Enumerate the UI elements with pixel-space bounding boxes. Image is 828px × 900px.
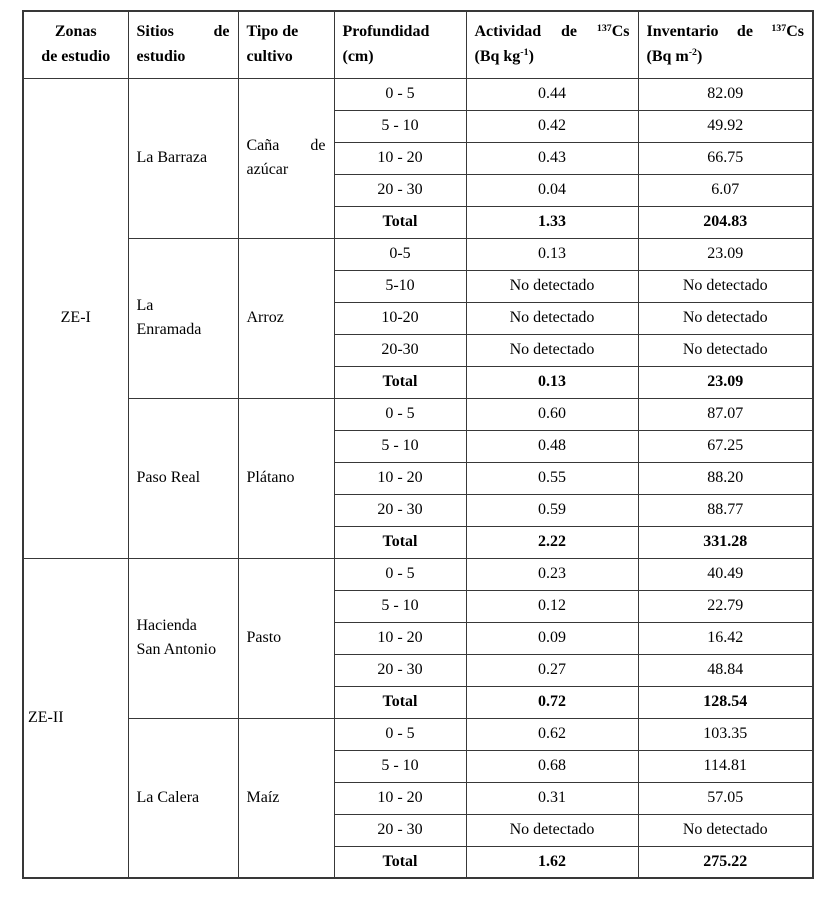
unit-exponent: -2 [688,47,697,59]
total-activity-cell: 1.62 [466,846,638,878]
inventory-cell: 23.09 [638,238,813,270]
isotope-symbol: Cs [611,22,630,40]
header-line: de estudio [41,47,111,65]
site-cell-la-calera [128,718,238,878]
depth-cell: 5 - 10 [334,590,466,622]
depth-cell: 0-5 [334,238,466,270]
header-tipo-de-cultivo [238,11,334,78]
activity-cell: 0.43 [466,142,638,174]
activity-cell: 0.68 [466,750,638,782]
depth-cell: 0 - 5 [334,718,466,750]
inventory-cell: 6.07 [638,174,813,206]
depth-cell: 20 - 30 [334,494,466,526]
depth-cell: 0 - 5 [334,558,466,590]
header-line: Profundidad [342,22,430,40]
crop-name-line: Maíz [246,788,280,806]
header-profundidad [334,11,466,78]
total-inventory-cell: 23.09 [638,366,813,398]
activity-cell: No detectado [466,814,638,846]
activity-cell: 0.44 [466,78,638,110]
depth-cell: 0 - 5 [334,398,466,430]
inventory-cell: 57.05 [638,782,813,814]
depth-cell: 5 - 10 [334,430,466,462]
crop-word: de [310,137,326,154]
depth-cell: 5 - 10 [334,110,466,142]
crop-name-line: Arroz [246,309,284,326]
depth-cell: 20 - 30 [334,814,466,846]
total-inventory-cell: 275.22 [638,846,813,878]
inventory-cell: 82.09 [638,78,813,110]
table-row [23,718,813,750]
crop-cell-pasto [238,558,334,718]
activity-cell: 0.48 [466,430,638,462]
inventory-cell: 87.07 [638,398,813,430]
total-label-cell: Total [334,366,466,398]
inventory-cell: 88.77 [638,494,813,526]
crop-cell-arroz [238,238,334,398]
header-line: (cm) [342,47,374,65]
inventory-cell: 66.75 [638,142,813,174]
inventory-cell: 88.20 [638,462,813,494]
site-cell-hacienda-san-antonio [128,558,238,718]
header-line [475,20,630,45]
activity-cell: 0.04 [466,174,638,206]
total-activity-cell: 0.13 [466,366,638,398]
unit-exponent: -1 [520,47,529,59]
header-line [137,20,230,45]
table-row [23,398,813,430]
inventory-cell: No detectado [638,302,813,334]
crop-cell-cana-de-azucar [238,78,334,238]
total-inventory-cell: 204.83 [638,206,813,238]
depth-cell: 20 - 30 [334,174,466,206]
cs137-results-table [22,10,814,879]
zone-cell-ze-ii: ZE-II [23,558,128,878]
inventory-cell: 40.49 [638,558,813,590]
depth-cell: 10 - 20 [334,142,466,174]
header-zonas-de-estudio [23,11,128,78]
site-name: Paso Real [136,469,201,486]
site-name-line: La [136,297,154,314]
header-word: de [561,22,578,40]
site-name: La Barraza [136,149,208,166]
total-activity-cell: 1.33 [466,206,638,238]
isotope-cs137 [771,20,804,45]
site-name-line: Hacienda [136,617,197,634]
zone-cell-ze-i: ZE-I [23,78,128,558]
crop-name-line: Plátano [246,469,295,486]
activity-cell: 0.31 [466,782,638,814]
table-row [23,558,813,590]
inventory-cell: 22.79 [638,590,813,622]
total-activity-cell: 0.72 [466,686,638,718]
unit-text: (Bq kg [474,47,521,65]
crop-name-line: azúcar [246,161,289,178]
depth-cell: 10 - 20 [334,782,466,814]
crop-cell-platano [238,398,334,558]
total-label-cell: Total [334,526,466,558]
total-inventory-cell: 128.54 [638,686,813,718]
inventory-cell: 48.84 [638,654,813,686]
site-cell-la-enramada [128,238,238,398]
header-line: estudio [136,47,186,65]
total-activity-cell: 2.22 [466,526,638,558]
activity-cell: 0.12 [466,590,638,622]
header-line: Tipo de [246,22,299,40]
crop-word: Caña [246,137,280,154]
site-cell-la-barraza [128,78,238,238]
total-inventory-cell: 331.28 [638,526,813,558]
activity-cell: 0.09 [466,622,638,654]
header-line: cultivo [246,47,293,65]
activity-cell: No detectado [466,334,638,366]
isotope-mass-number: 137 [596,22,612,34]
site-cell-paso-real [128,398,238,558]
header-word: de [736,22,753,40]
header-line: Zonas [54,22,97,40]
activity-cell: 0.27 [466,654,638,686]
activity-cell: No detectado [466,302,638,334]
site-name-line: Enramada [136,321,202,338]
header-word: Sitios [136,22,174,40]
depth-cell: 20-30 [334,334,466,366]
inventory-cell: 67.25 [638,430,813,462]
header-line [647,20,805,45]
header-actividad-cs137 [466,11,638,78]
header-word: de [213,22,230,40]
unit-text: ) [697,47,703,65]
activity-cell: 0.13 [466,238,638,270]
unit-text: ) [528,47,534,65]
header-word: Actividad [474,22,542,40]
header-unit [647,45,805,70]
inventory-cell: 114.81 [638,750,813,782]
depth-cell: 0 - 5 [334,78,466,110]
activity-cell: 0.42 [466,110,638,142]
inventory-cell: 49.92 [638,110,813,142]
inventory-cell: 16.42 [638,622,813,654]
table-row [23,238,813,270]
crop-name-line [247,134,326,158]
header-inventario-cs137 [638,11,813,78]
total-label-cell: Total [334,846,466,878]
activity-cell: 0.55 [466,462,638,494]
depth-cell: 5-10 [334,270,466,302]
depth-cell: 20 - 30 [334,654,466,686]
depth-cell: 10 - 20 [334,462,466,494]
site-name-line: San Antonio [136,641,217,658]
activity-cell: 0.23 [466,558,638,590]
cs137-results-table-wrap [22,10,814,879]
unit-text: (Bq m [646,47,689,65]
activity-cell: 0.60 [466,398,638,430]
header-unit [475,45,630,70]
isotope-symbol: Cs [786,22,804,40]
activity-cell: No detectado [466,270,638,302]
table-row [23,78,813,110]
inventory-cell: No detectado [638,270,813,302]
header-word: Inventario [646,22,719,40]
depth-cell: 10-20 [334,302,466,334]
site-name: La Calera [136,788,200,806]
header-sitios-de-estudio [128,11,238,78]
activity-cell: 0.62 [466,718,638,750]
isotope-cs137 [597,20,630,45]
isotope-mass-number: 137 [771,22,787,34]
total-label-cell: Total [334,686,466,718]
activity-cell: 0.59 [466,494,638,526]
total-label-cell: Total [334,206,466,238]
header-row [23,11,813,78]
crop-cell-maiz [238,718,334,878]
crop-name-line: Pasto [246,629,282,646]
depth-cell: 10 - 20 [334,622,466,654]
inventory-cell: No detectado [638,334,813,366]
inventory-cell: No detectado [638,814,813,846]
inventory-cell: 103.35 [638,718,813,750]
depth-cell: 5 - 10 [334,750,466,782]
